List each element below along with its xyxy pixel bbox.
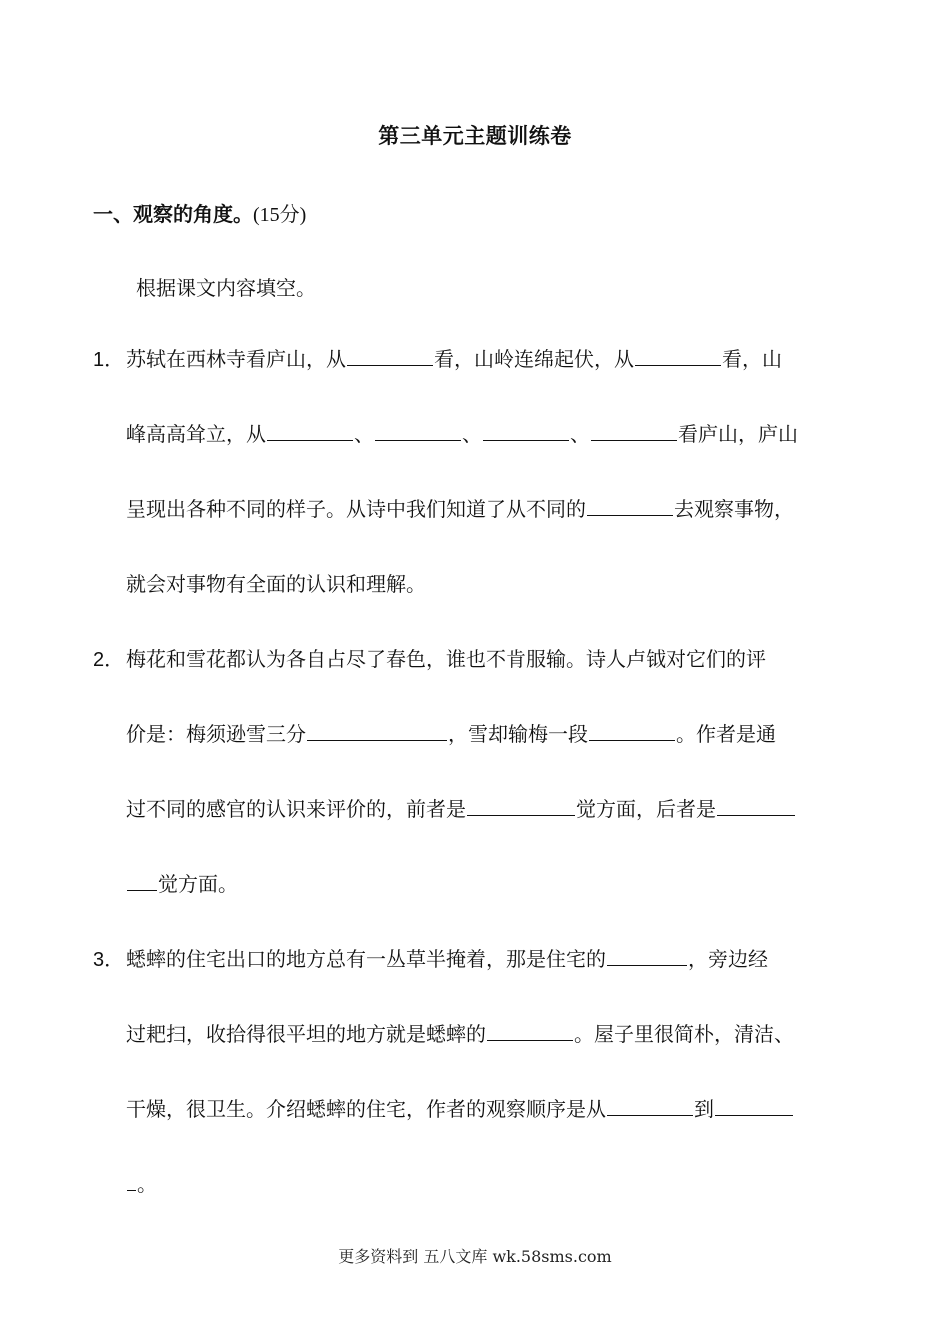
question-text: 看，山 (722, 347, 782, 371)
question-text: 看庐山，庐山 (678, 422, 798, 446)
question-text: 峰高高耸立，从 (126, 422, 266, 446)
section-score: (15分) (253, 204, 307, 226)
question-3-line-4 (126, 1170, 866, 1198)
question-1-line-3 (126, 495, 866, 523)
answer-blank[interactable] (127, 870, 157, 891)
answer-blank[interactable] (307, 720, 447, 741)
answer-blank[interactable] (483, 420, 569, 441)
question-text: 苏轼在西林寺看庐山，从 (126, 347, 346, 371)
answer-blank[interactable] (607, 1095, 693, 1116)
question-2-line-4 (126, 870, 866, 898)
page-footer: 更多资料到 五八文库 wk.58sms.com (338, 1247, 612, 1266)
question-text: 干燥，很卫生。介绍蟋蟀的住宅，作者的观察顺序是从 (126, 1097, 606, 1121)
question-number: 3． (93, 949, 125, 971)
section-heading-text: 一、观察的角度。 (93, 202, 253, 226)
answer-blank[interactable] (127, 1170, 136, 1191)
question-1-line-2 (126, 420, 866, 448)
question-2-line-3 (126, 795, 866, 823)
page-title: 第三单元主题训练卷 (378, 124, 572, 148)
answer-blank[interactable] (587, 495, 673, 516)
answer-blank[interactable] (715, 1095, 793, 1116)
section-heading (93, 198, 306, 227)
answer-blank[interactable] (487, 1020, 573, 1041)
question-3-line-1 (93, 945, 833, 974)
question-text: 梅花和雪花都认为各自占尽了春色，谁也不肯服输。诗人卢钺对它们的评 (126, 647, 766, 671)
question-text: 。作者是通 (676, 722, 776, 746)
question-text: 觉方面，后者是 (576, 797, 716, 821)
question-number: 1． (93, 349, 125, 371)
answer-blank[interactable] (607, 945, 687, 966)
answer-blank[interactable] (635, 345, 721, 366)
answer-blank[interactable] (347, 345, 433, 366)
question-text: 蟋蟀的住宅出口的地方总有一丛草半掩着，那是住宅的 (126, 947, 606, 971)
question-text: 觉方面。 (158, 872, 238, 896)
question-text: 。 (137, 1172, 157, 1196)
question-text: 、 (462, 422, 482, 446)
answer-blank[interactable] (591, 420, 677, 441)
question-text: ，旁边经 (688, 947, 768, 971)
question-text: ，雪却输梅一段 (448, 722, 588, 746)
question-text: 到 (694, 1097, 714, 1121)
answer-blank[interactable] (267, 420, 353, 441)
question-3-line-3 (126, 1095, 866, 1123)
question-text: 就会对事物有全面的认识和理解。 (126, 572, 426, 596)
question-2-line-2 (126, 720, 866, 748)
answer-blank[interactable] (375, 420, 461, 441)
answer-blank[interactable] (589, 720, 675, 741)
question-text: 看，山岭连绵起伏，从 (434, 347, 634, 371)
question-2-line-1 (93, 645, 833, 674)
question-text: 过不同的感官的认识来评价的，前者是 (126, 797, 466, 821)
question-3-line-2 (126, 1020, 866, 1048)
answer-blank[interactable] (717, 795, 795, 816)
question-1-line-4 (126, 570, 866, 598)
question-number: 2． (93, 649, 125, 671)
section-instruction: 根据课文内容填空。 (136, 276, 316, 300)
question-text: 价是：梅须逊雪三分 (126, 722, 306, 746)
question-1-line-1 (93, 345, 833, 374)
question-text: 、 (570, 422, 590, 446)
answer-blank[interactable] (467, 795, 575, 816)
question-text: 、 (354, 422, 374, 446)
question-text: 。屋子里很简朴，清洁、 (574, 1022, 794, 1046)
question-text: 过耙扫，收拾得很平坦的地方就是蟋蟀的 (126, 1022, 486, 1046)
question-text: 呈现出各种不同的样子。从诗中我们知道了从不同的 (126, 497, 586, 521)
question-text: 去观察事物， (674, 497, 794, 521)
